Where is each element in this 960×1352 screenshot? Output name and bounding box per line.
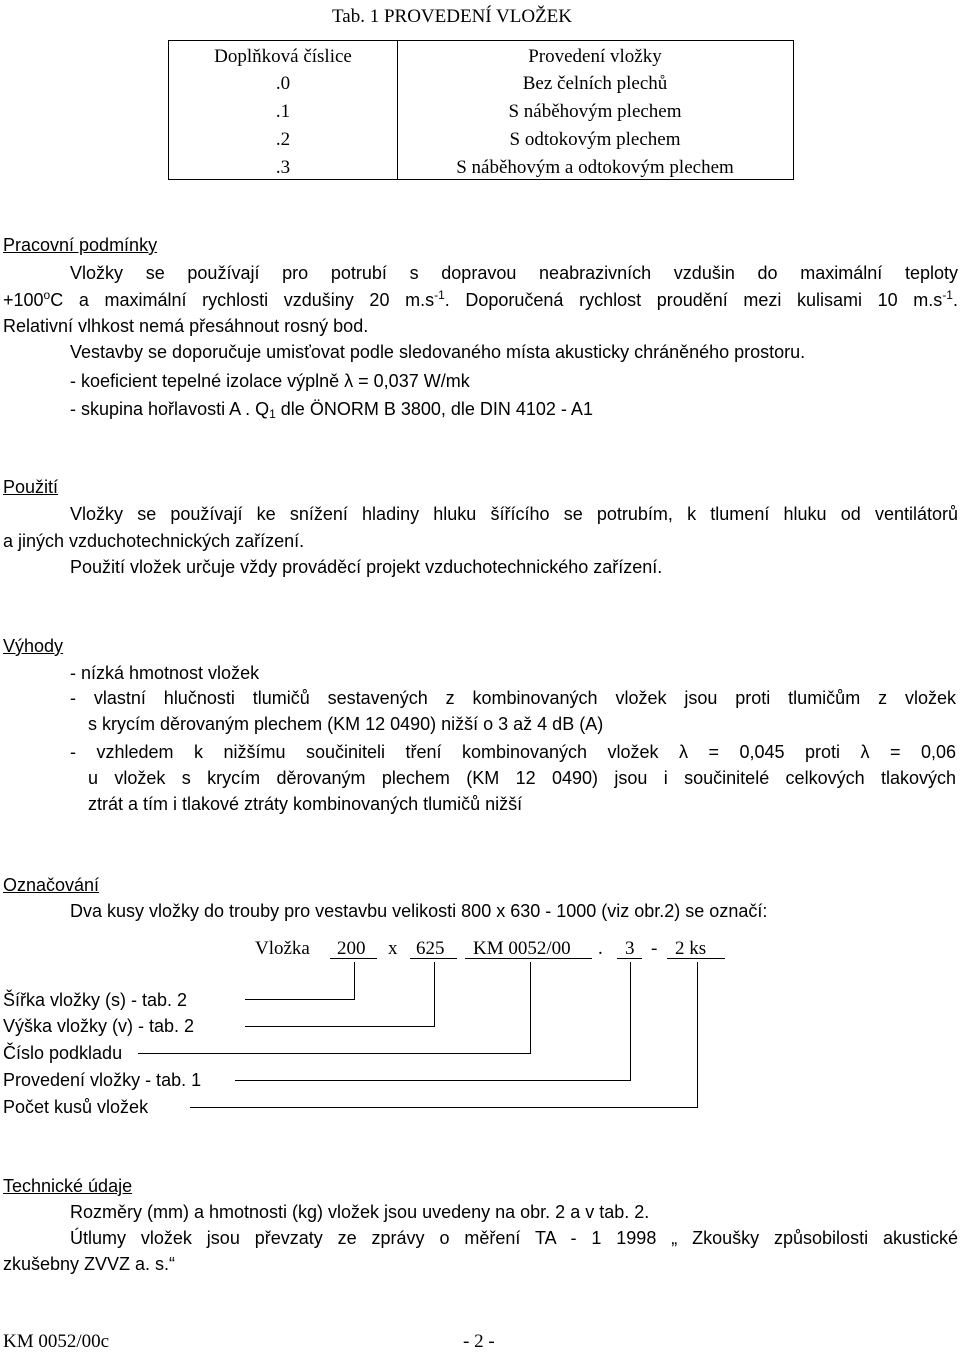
table-cell: .2 xyxy=(275,129,291,150)
section-heading-vyhody: Výhody xyxy=(3,636,64,656)
section-heading-pouziti: Použití xyxy=(3,477,59,497)
footer-page-number: - 2 - xyxy=(463,1331,495,1352)
legend-item: Výška vložky (v) - tab. 2 xyxy=(3,1016,195,1036)
leader-line xyxy=(245,1026,435,1027)
table-cell: S náběhovým plechem xyxy=(508,101,682,122)
paragraph-line: zkušebny ZVVZ a. s.“ xyxy=(3,1254,176,1274)
code-norm: KM 0052/00 xyxy=(473,938,571,959)
leader-line xyxy=(354,962,355,1000)
table-title: Tab. 1 PROVEDENÍ VLOŽEK xyxy=(332,6,573,27)
code-width: 200 xyxy=(337,938,366,959)
list-item: - nízká hmotnost vložek xyxy=(70,663,260,683)
leader-line xyxy=(190,1107,698,1108)
code-underline xyxy=(667,958,725,959)
table-cell: S náběhovým a odtokovým plechem xyxy=(456,157,734,178)
code-x: x xyxy=(388,938,398,959)
leader-line xyxy=(235,1080,631,1081)
paragraph-line: Relativní vlhkost nemá přesáhnout rosný bod. xyxy=(3,316,369,336)
section-heading-oznacovani: Označování xyxy=(3,875,100,895)
table-cell: .0 xyxy=(275,73,291,94)
table-header-row xyxy=(169,41,793,69)
code-prefix: Vložka xyxy=(255,938,310,959)
leader-line xyxy=(530,962,531,1054)
leader-line xyxy=(138,1053,531,1054)
paragraph-line: a jiných vzduchotechnických zařízení. xyxy=(3,531,305,551)
legend-item: Šířka vložky (s) - tab. 2 xyxy=(3,990,188,1010)
paragraph-line: - koeficient tepelné izolace výplně λ = 0,037 W/mk xyxy=(70,371,470,391)
table-cell: .3 xyxy=(275,157,291,178)
table-cell: .1 xyxy=(275,101,291,122)
code-variant: 3 xyxy=(625,938,635,959)
code-underline xyxy=(465,958,592,959)
section-heading-pracovni: Pracovní podmínky xyxy=(3,235,158,255)
leader-line xyxy=(245,999,355,1000)
list-item-continuation: ztrát a tím i tlakové ztráty kombinovaných tlumičů nižší xyxy=(88,794,523,814)
legend-item: Provedení vložky - tab. 1 xyxy=(3,1070,202,1090)
table-header-cell: Provedení vložky xyxy=(528,46,662,67)
paragraph-line: Vestavby se doporučuje umisťovat podle sledovaného místa akusticky chráněného prostoru. xyxy=(70,342,806,362)
table-cell: Bez čelních plechů xyxy=(522,73,668,94)
code-underline xyxy=(617,958,642,959)
list-item: - vzhledem k nižšímu součiniteli tření kombinovaných vložek λ = 0,045 proti λ = 0,06 xyxy=(70,742,956,762)
table-row xyxy=(169,152,793,180)
code-count: 2 ks xyxy=(675,938,707,959)
paragraph-line: Vložky se používají ke snížení hladiny hluku šířícího se potrubím, k tlumení hluku od ventilátorů xyxy=(70,504,958,524)
paragraph-line: Použití vložek určuje vždy prováděcí projekt vzduchotechnického zařízení. xyxy=(70,557,663,577)
leader-line xyxy=(434,962,435,1027)
paragraph-line: Dva kusy vložky do trouby pro vestavbu velikosti 800 x 630 - 1000 (viz obr.2) se označí: xyxy=(70,901,768,921)
table-row xyxy=(169,96,793,124)
list-item-continuation: u vložek s krycím děrovaným plechem (KM 12 0490) jsou i součinitelé celkových tlakových xyxy=(88,768,956,788)
provedeni-table xyxy=(168,40,794,180)
table-row xyxy=(169,124,793,152)
code-underline xyxy=(410,958,457,959)
legend-item: Počet kusů vložek xyxy=(3,1097,149,1117)
table-cell: S odtokovým plechem xyxy=(509,129,681,150)
list-item: - vlastní hlučnosti tlumičů sestavených z kombinovaných vložek jsou proti tlumičům z vložek xyxy=(70,688,956,708)
list-item-continuation: s krycím děrovaným plechem (KM 12 0490) nižší o 3 až 4 dB (A) xyxy=(88,714,604,734)
table-row xyxy=(169,68,793,96)
paragraph-line: Rozměry (mm) a hmotnosti (kg) vložek jsou uvedeny na obr. 2 a v tab. 2. xyxy=(70,1202,650,1222)
paragraph-line: Vložky se používají pro potrubí s dopravou neabrazivních vzdušin do maximální teploty xyxy=(70,263,958,283)
section-heading-technicke: Technické údaje xyxy=(3,1176,133,1196)
code-underline xyxy=(330,958,377,959)
paragraph-line: $+100^oC$ a maximální rychlosti vzdušiny 20 $m.s^{-1}$. Doporučená rychlost proudění mezi kulisami 10 $m.s^{-1}$. xyxy=(3,288,958,310)
leader-line xyxy=(697,962,698,1108)
paragraph-line: Útlumy vložek jsou převzaty ze zprávy o měření TA - 1 1998 „ Zkoušky způsobilosti akustické xyxy=(70,1228,958,1248)
leader-line xyxy=(630,962,631,1081)
code-dot: . xyxy=(598,938,603,959)
code-height: 625 xyxy=(416,938,445,959)
code-dash: - xyxy=(651,938,658,959)
footer-doc-number: KM 0052/00c xyxy=(3,1331,110,1352)
table-header-cell: Doplňková číslice xyxy=(214,46,352,67)
legend-item: Číslo podkladu xyxy=(3,1043,123,1063)
paragraph-line: - skupina hořlavosti A . $Q_1$ dle ÖNORM B 3800, dle DIN 4102 - A1 xyxy=(70,399,593,421)
